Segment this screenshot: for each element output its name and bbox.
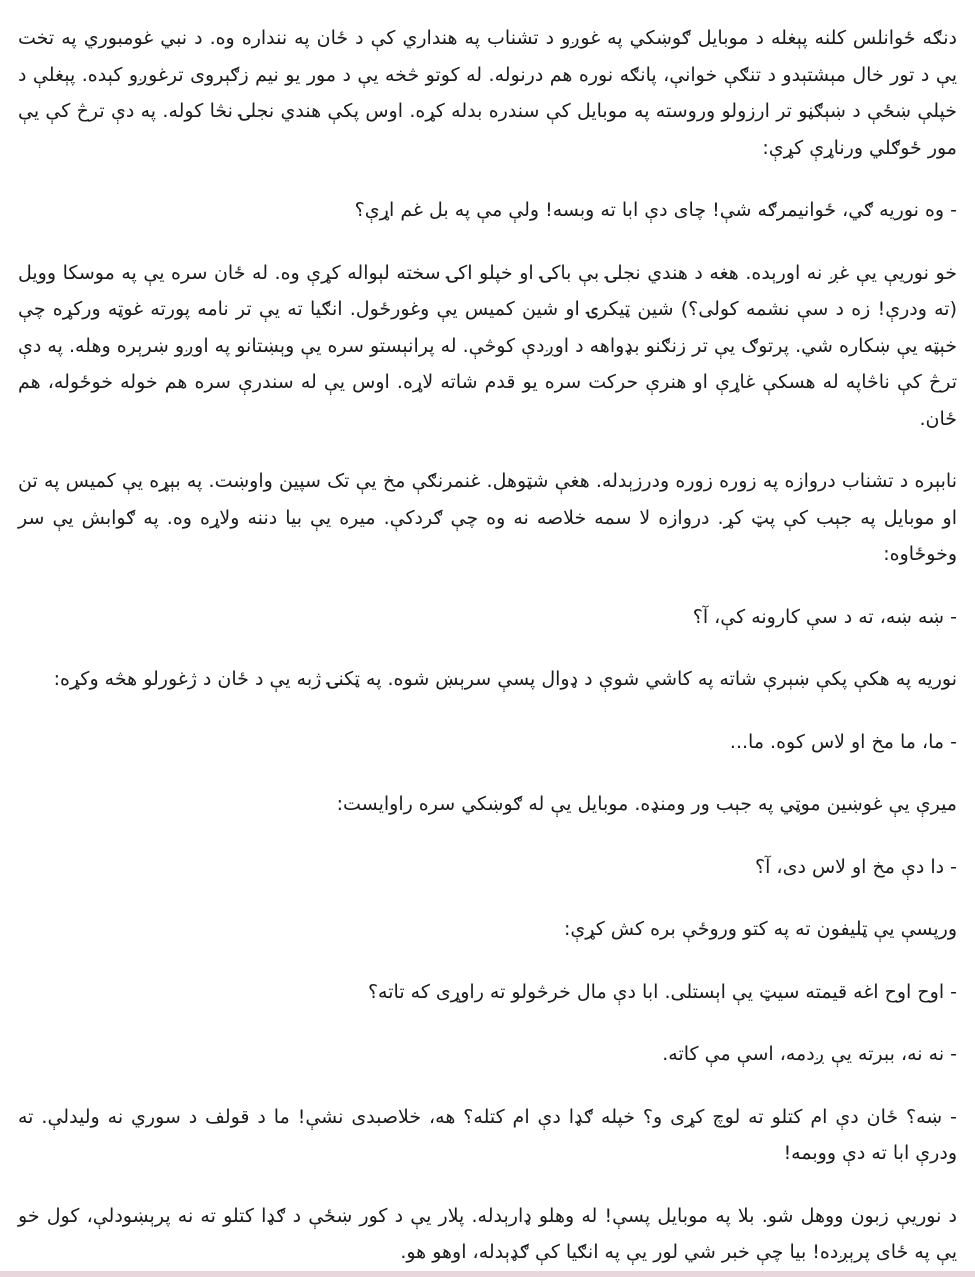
document-page bbox=[18, 20, 957, 1263]
paragraph-wall: نوريه په هکې پکې ښېرې شاته په کاشي شوې د ډوال پسې سرېښ شوه. په ټکنۍ ژبه يې د ځان د ژغورلو هڅه وکړه: bbox=[53, 668, 957, 690]
paragraph-opening: دنګه ځوانلس کلنه پېغله د موبايل ګوښکي په غوږو د تشناب په هنداري کې د ځان په ننداره وه. د نبي غومبوري په تخت يې د تور خال مېشتېدو د تنګې خوانې، پانګه نوره هم درنوله. له کوتو څخه يې د مور يو نيم زګېروی ترغوږو کېده. پېغلې د خپلې ښځې د ښېګڼو تر ارزولو وروسته په موبايل کې سندره بدله کړه. اوس پکې هندي نجلۍ نڅا کوله. په دې ترڅ کې يې مور ځوګلي ورناړې کړې: bbox=[18, 27, 957, 159]
paragraph-pocket: ميرې يې غوښين موټي په جېب ور ومنډه. موبايل يې له ګوښکي سره راوايست: bbox=[336, 793, 957, 815]
paragraph-dialogue-stepmother-1: - ښه ښه، ته د سې کارونه کې، آ؟ bbox=[692, 605, 957, 628]
page-bottom-divider bbox=[0, 1271, 975, 1277]
paragraph-dialogue-nooria-1: - ما، ما مخ او لاس کوه. ما... bbox=[729, 730, 957, 753]
paragraph-dialogue-mother: - وه نوريه ګي، ځوانيمرګه شې! چای دې ابا ته وبسه! ولې مې په بل غم اړې؟ bbox=[354, 199, 957, 221]
paragraph-phone-look: ورپسې يې ټليفون ته په کتو وروځې بره کش کړې: bbox=[563, 918, 957, 940]
paragraph-dialogue-stepmother-3: - اوح اوح اغه قيمته سيټ يې اېستلی. ابا دې مال خرڅولو ته راوړی که تاته؟ bbox=[367, 980, 957, 1003]
paragraph-dance: خو نوريې يې غږ نه اورېده. هغه د هندي نجلۍ بې باکۍ او خپلو اکۍ سخته لېواله کړې وه. له ځان سره يې په موسکا وويل (ته ودرې! زه د سې نشمه کولی؟) شين ټيکرۍ او شين کميس يې وغورځول. انګيا ته يې تر نامه پورته غوټه ورکړه چې خېټه يې ښکاره شي. پرتوګ يې تر زنګنو بډواهه د اوږدې کوڅې. له پرانېستو سره يې وېښتانو په اوږو ښرېره وهله. په دې ترڅ کې ناڅاپه له هسکې غاړې او هنرې حرکت سره يو قدم شاته لاړه. اوس يې له سندرې سره هم خوله خوځوله، هم ځان. bbox=[18, 261, 957, 430]
paragraph-dialogue-stepmother-2: - دا دې مخ او لاس دی، آ؟ bbox=[755, 855, 957, 878]
paragraph-dialogue-stepmother-4: - ښه؟ ځان دې ام کتلو ته لوچ کړی و؟ خپله ګډا دې ام کتله؟ هه، خلاصبدی نشې! ما د قولف د سوري نه وليدلې. ته ودرې ابا ته دې ووبمه! bbox=[18, 1105, 957, 1164]
paragraph-door: نابېره د تشناب دروازه په زوره زوره ودرزېدله. هغې شټوهل. غنمرنګې مخ يې تک سپين واوښت. په بېړه يې کميس په تن او موبايل په جېب کې پټ کړ. دروازه لا سمه خلاصه نه وه چې ګردکې. ميره يې بيا دننه ولاړه وه. په ګوابش يې سر وخوځاوه: bbox=[18, 470, 957, 565]
paragraph-dialogue-nooria-2: - نه نه، ببرته يې ږدمه، اسې مې کاته. bbox=[662, 1043, 957, 1065]
paragraph-closing: د نوريې زبون ووهل شو. بلا په موبايل پسې! له وهلو ډارېدله. پلار يې د کور ښځې د ګډا کتلو ته نه پرېښودلې، کول خو يې په ځای پرېږده! بيا چې خبر شي لور يې په انګيا کې ګډېدله، اوهو هو. bbox=[18, 1204, 957, 1263]
